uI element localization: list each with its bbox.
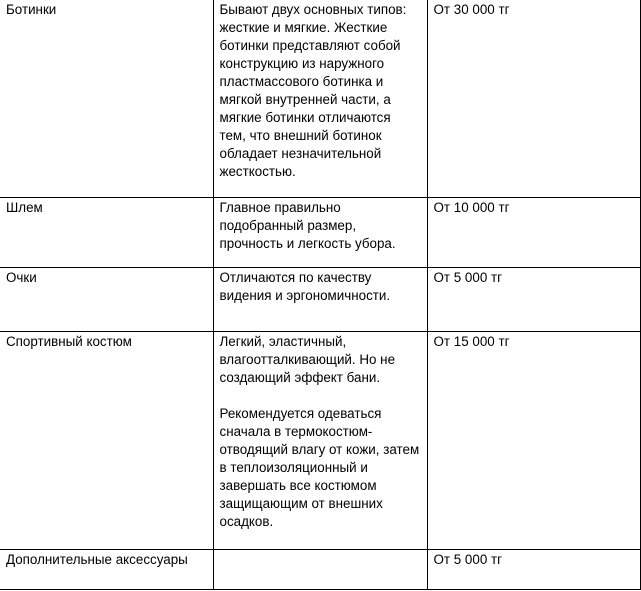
price-cell [427,549,640,589]
price-text: От 10 000 тг [433,199,510,215]
description-text: Легкий, эластичный, влагоотталкивающий. Но не создающий эффект бани. [219,333,396,385]
item-cell [0,331,213,549]
price-cell [427,197,640,267]
description-text: Бывают двух основных типов: жесткие и мягкие. Жесткие ботинки представляют собой конструкцию из наружного пластмассового ботинка и мягкой внутренней части, а мягкие ботинки отличаются тем, что внешний ботинок обладает незначительной жесткостью. [219,2,407,179]
item-cell [0,197,213,267]
item-name: Ботинки [6,2,57,17]
table-row [0,331,640,549]
description-cell [213,331,427,549]
price-cell [427,331,640,549]
item-name: Очки [6,269,37,285]
table-row [0,549,640,589]
item-name: Спортивный костюм [6,333,132,349]
description-text: Рекомендуется одеваться сначала в термокостюм- отводящий влагу от кожи, затем в теплоизоляционный и завершать все костюмом защищающим от внешних осадков. [219,405,420,529]
description-text: Отличаются по качеству видения и эргономичности. [219,269,391,303]
item-cell [0,0,213,197]
table-row [0,0,640,197]
item-cell [0,549,213,589]
description-cell [213,267,427,331]
price-text: От 5 000 тг [433,269,503,285]
description-cell [213,0,427,197]
item-name: Шлем [6,199,43,215]
price-text: От 5 000 тг [433,551,503,567]
description-text: Главное правильно подобранный размер, прочность и легкость убора. [219,199,396,251]
price-text: От 15 000 тг [433,333,510,349]
price-text: От 30 000 тг [433,2,510,17]
item-cell [0,267,213,331]
description-cell [213,549,427,589]
table-row [0,197,640,267]
price-cell [427,267,640,331]
item-name: Дополнительные аксессуары [6,551,188,567]
price-cell [427,0,640,197]
table-row [0,267,640,331]
description-cell [213,197,427,267]
